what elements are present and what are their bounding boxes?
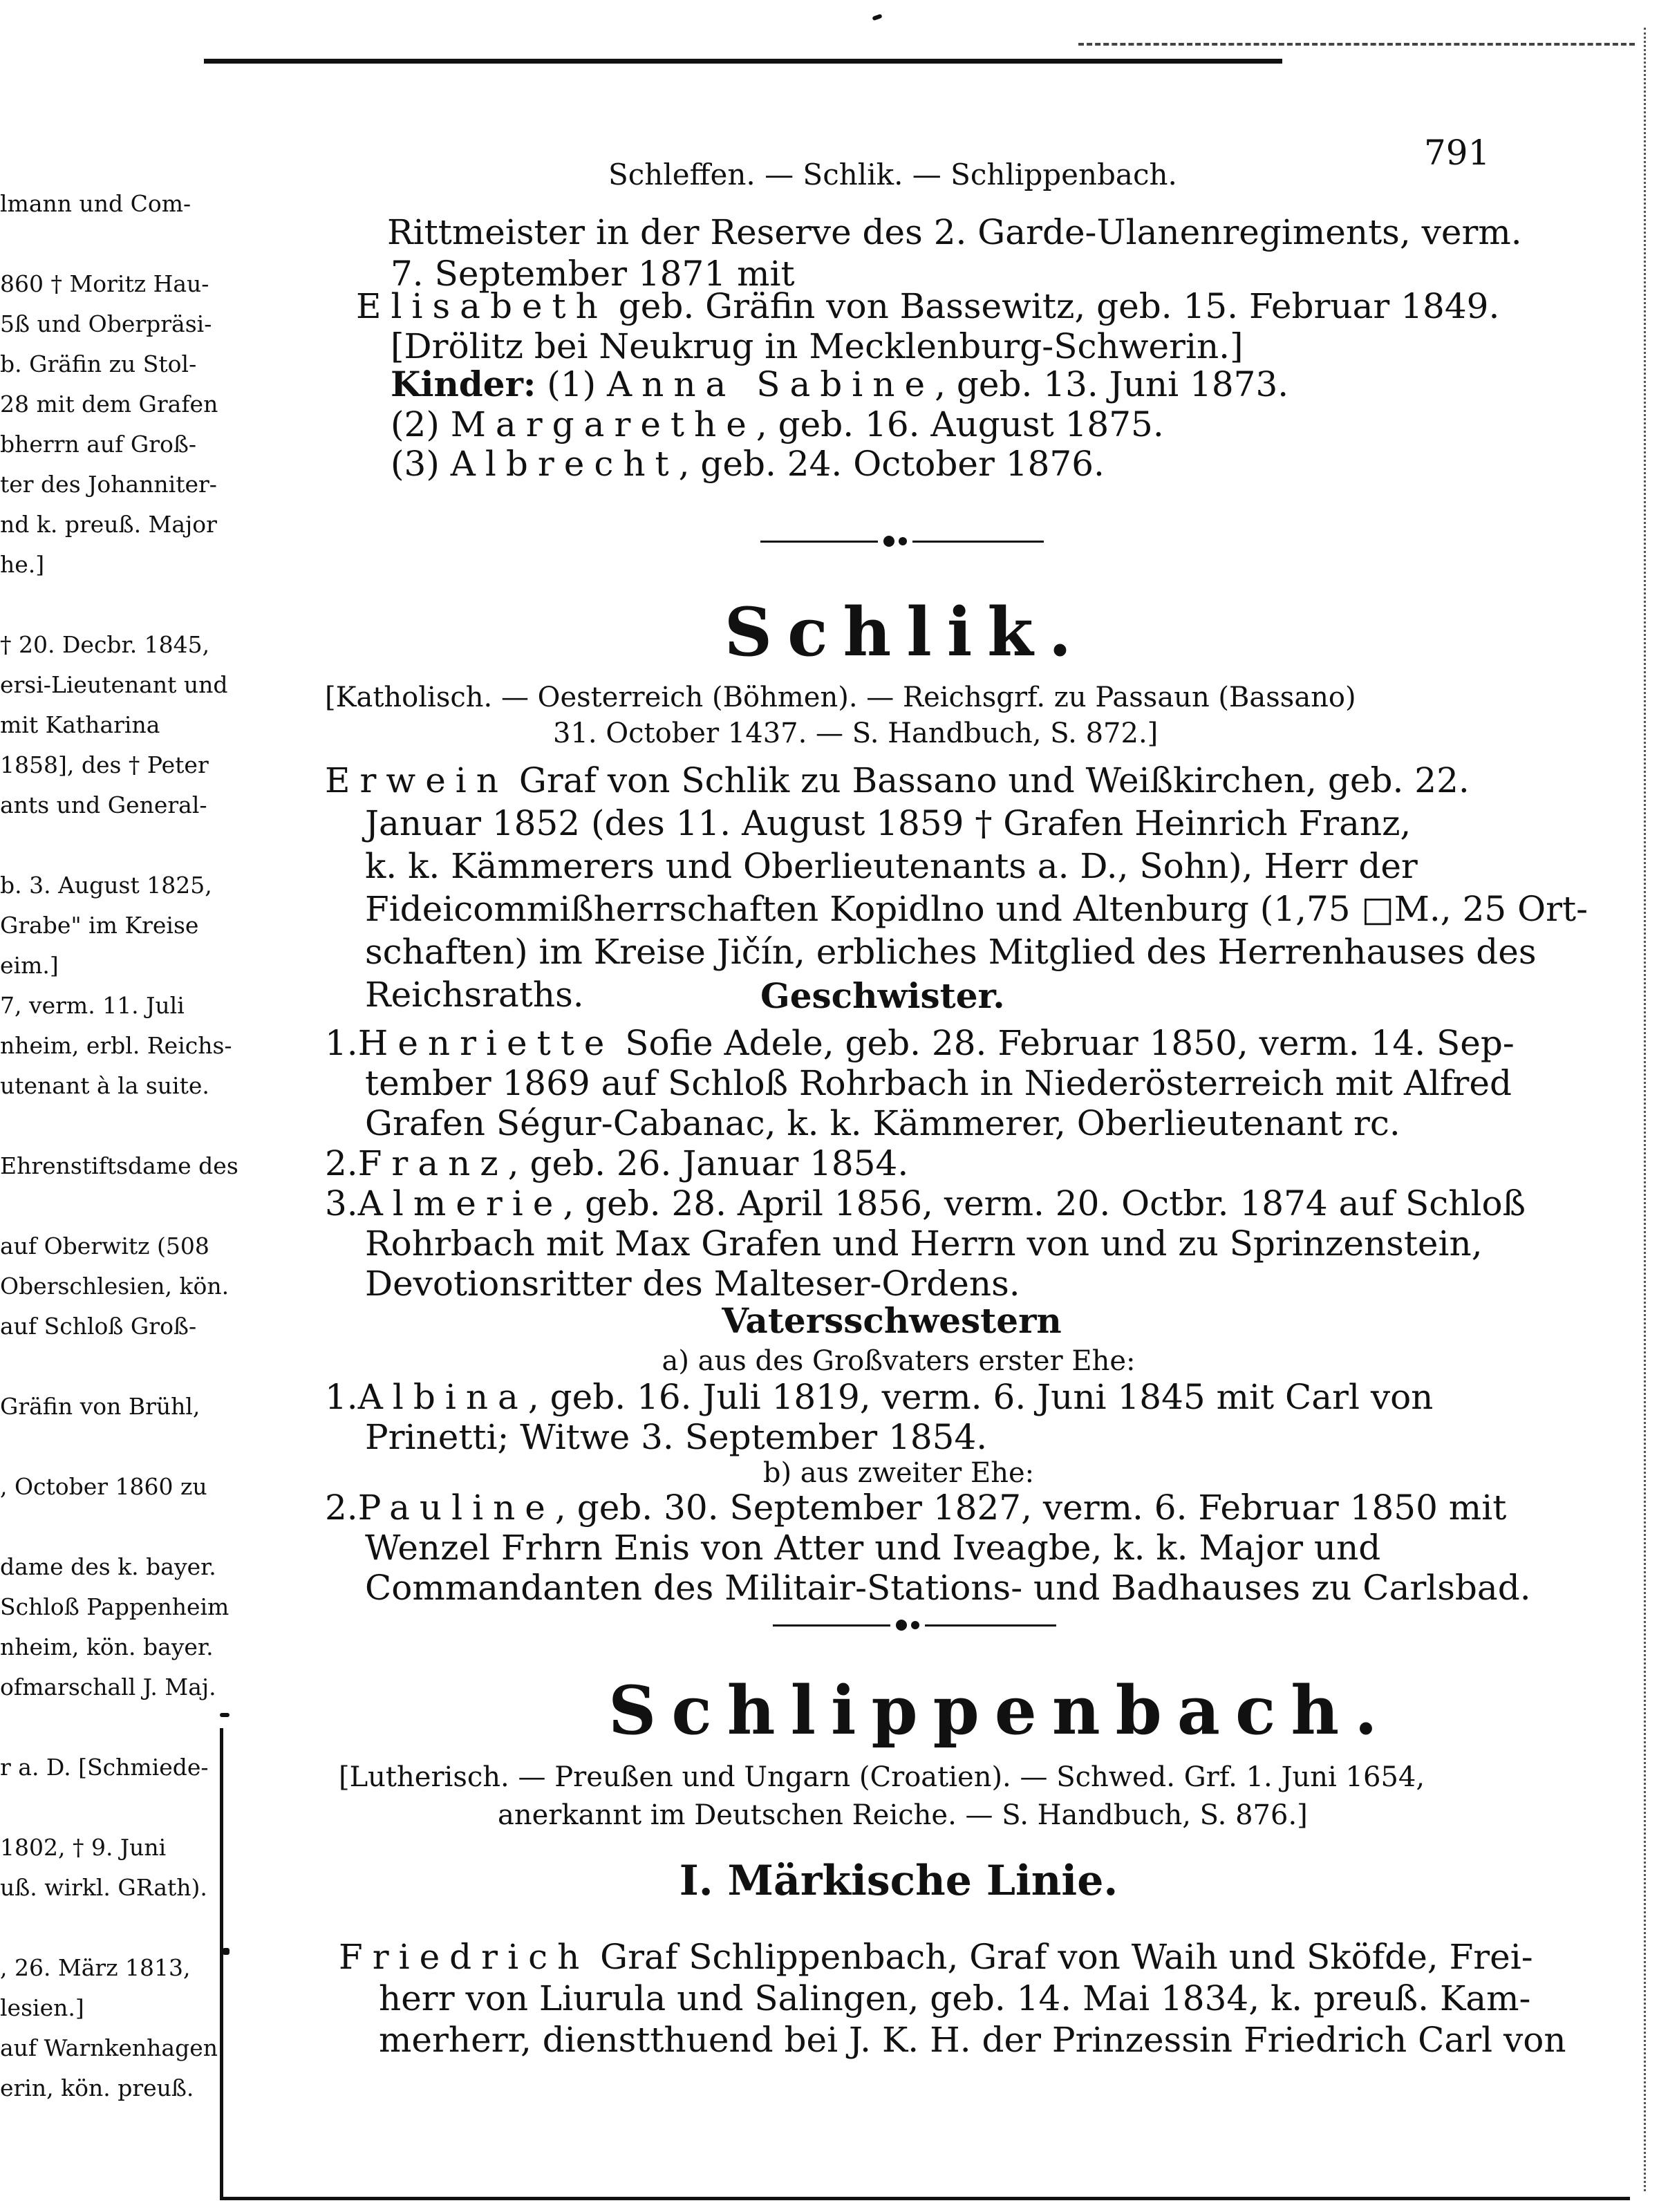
entry-line: merherr, dienstthuend bei J. K. H. der Prinzessin Friedrich Carl von [379, 2020, 1566, 2060]
scan-speck [872, 14, 882, 21]
sibling-entry: 3.Almerie, geb. 28. April 1856, verm. 20. Octbr. 1874 auf Schloß [325, 1183, 1526, 1224]
page-number: 791 [1424, 133, 1490, 173]
sibling-entry: 1.Henriette Sofie Adele, geb. 28. Februar 1850, verm. 14. Sep- [325, 1023, 1515, 1063]
entry-line: Rohrbach mit Max Grafen und Herrn von und zu Sprinzenstein, [365, 1224, 1483, 1264]
left-column-line: Ehrenstiftsdame des [0, 1152, 238, 1179]
person-name: Anna Sabine [607, 364, 935, 404]
left-column-line: 860 † Moritz Hau- [0, 270, 209, 297]
entry-line: Reichsraths. [365, 975, 584, 1015]
section-intro: [Lutherisch. — Preußen und Ungarn (Croatien). — Schwed. Grf. 1. Juni 1654, [339, 1761, 1425, 1793]
left-column-line: auf Schloß Groß- [0, 1313, 197, 1340]
left-column-line: nd k. preuß. Major [0, 511, 217, 538]
left-column-line: lmann und Com- [0, 190, 191, 217]
left-column-fragment [0, 187, 238, 2136]
sibling-entry: 2.Franz, geb. 26. Januar 1854. [325, 1143, 909, 1183]
scan-speck [220, 1713, 229, 1717]
left-column-line: uß. wirkl. GRath). [0, 1874, 207, 1901]
entry-line: schaften) im Kreise Jičín, erbliches Mitglied des Herrenhauses des [365, 932, 1537, 972]
left-column-line: Gräfin von Brühl, [0, 1393, 200, 1420]
running-header: Schleffen. — Schlik. — Schlippenbach. [608, 158, 1177, 191]
entry-head: Friedrich Graf Schlippenbach, Graf von Waih und Sköfde, Frei- [339, 1937, 1533, 1977]
aunt-entry: 2.Pauline, geb. 30. September 1827, verm. 6. Februar 1850 mit [325, 1488, 1507, 1528]
entry-line: Prinetti; Witwe 3. September 1854. [365, 1417, 988, 1457]
section-title-schlik: Schlik. [724, 593, 1087, 671]
left-column-line: , October 1860 zu [0, 1473, 207, 1500]
entry-head: Erwein Graf von Schlik zu Bassano und Weißkirchen, geb. 22. [325, 760, 1470, 800]
left-column-line: 28 mit dem Grafen [0, 391, 218, 418]
left-column-line: 5ß und Oberpräsi- [0, 310, 212, 337]
section-intro: [Katholisch. — Oesterreich (Böhmen). — Reichsgrf. zu Passaun (Bassano) [325, 682, 1356, 713]
section-intro: 31. October 1437. — S. Handbuch, S. 872.] [553, 718, 1159, 749]
section-title-schlippenbach: Schlippenbach. [608, 1671, 1393, 1750]
aunt-entry: 1.Albina, geb. 16. Juli 1819, verm. 6. Juni 1845 mit Carl von [325, 1377, 1434, 1417]
left-column-line: lesien.] [0, 1994, 84, 2021]
entry-line: Januar 1852 (des 11. August 1859 † Grafen Heinrich Franz, [365, 803, 1412, 843]
person-name: Almerie [357, 1183, 563, 1224]
left-column-line: 7, verm. 11. Juli [0, 992, 185, 1019]
section-ornament [773, 1618, 1056, 1634]
left-column-line: auf Oberwitz (508 [0, 1232, 209, 1259]
person-name: Friedrich [339, 1937, 590, 1977]
entry-line: Grafen Ségur-Cabanac, k. k. Kämmerer, Oberlieutenant rc. [365, 1103, 1400, 1143]
entry-line: tember 1869 auf Schloß Rohrbach in Niederösterreich mit Alfred [365, 1063, 1512, 1103]
entry-line: Commandanten des Militair-Stations- und Badhauses zu Carlsbad. [365, 1568, 1531, 1608]
subheading-line: I. Märkische Linie. [679, 1857, 1118, 1905]
left-column-line: nheim, kön. bayer. [0, 1633, 214, 1660]
person-name: Elisabeth [356, 286, 608, 326]
left-column-line: ofmarschall J. Maj. [0, 1674, 216, 1700]
entry-line: Devotionsritter des Malteser-Ordens. [365, 1264, 1020, 1304]
person-name: Pauline [357, 1488, 555, 1528]
scan-edge-right [1644, 28, 1646, 2191]
left-column-line: 1858], des † Peter [0, 751, 209, 778]
left-column-line: ersi-Lieutenant und [0, 671, 228, 698]
person-name: Margarethe [450, 404, 756, 444]
left-column-line: 1802, † 9. Juni [0, 1834, 167, 1861]
left-column-line: bherrn auf Groß- [0, 431, 197, 458]
entry-line: Rittmeister in der Reserve des 2. Garde-Ulanenregiments, verm. [387, 212, 1522, 252]
person-name: Erwein [325, 760, 508, 800]
scan-edge-bottom [220, 2197, 1630, 2200]
residence: [Drölitz bei Neukrug in Mecklenburg-Schwerin.] [391, 326, 1244, 366]
subheading-aunts-b: b) aus zweiter Ehe: [762, 1457, 1035, 1489]
scan-edge-top-dashed [1078, 43, 1635, 46]
left-column-line: utenant à la suite. [0, 1072, 209, 1099]
scan-edge-top [204, 59, 1282, 64]
left-column-line: b. Gräfin zu Stol- [0, 350, 197, 377]
left-column-line: r a. D. [Schmiede- [0, 1754, 209, 1781]
left-column-line: Oberschlesien, kön. [0, 1273, 229, 1300]
section-ornament [760, 534, 1044, 550]
subheading-aunts: Vatersschwestern [722, 1300, 1062, 1341]
left-column-line: eim.] [0, 952, 59, 979]
children-line: Kinder: (1) Anna Sabine, geb. 13. Juni 1873. [391, 364, 1289, 404]
person-name: Henriette [357, 1023, 615, 1063]
person-name: Albina [357, 1377, 528, 1417]
subheading-siblings: Geschwister. [760, 975, 1005, 1016]
left-column-line: Grabe" im Kreise [0, 912, 199, 939]
section-intro: anerkannt im Deutschen Reiche. — S. Handbuch, S. 876.] [498, 1799, 1308, 1831]
children-line: (2) Margarethe, geb. 16. August 1875. [391, 404, 1164, 444]
left-column-line: auf Warnkenhagen [0, 2034, 218, 2061]
left-column-line: Schloß Pappenheim [0, 1593, 229, 1620]
left-column-line: mit Katharina [0, 711, 160, 738]
left-column-line: b. 3. August 1825, [0, 872, 212, 899]
left-column-line: , 26. März 1813, [0, 1954, 191, 1981]
left-column-line: nheim, erbl. Reichs- [0, 1032, 232, 1059]
entry-line: 7. September 1871 mit [391, 254, 795, 294]
left-column-line: † 20. Decbr. 1845, [0, 631, 210, 658]
scan-speck [223, 1948, 229, 1955]
left-column-line: ter des Johanniter- [0, 471, 217, 498]
person-name: Franz [357, 1143, 508, 1183]
entry-line: k. k. Kämmerers und Oberlieutenants a. D., Sohn), Herr der [365, 846, 1418, 886]
children-line: (3) Albrecht, geb. 24. October 1876. [391, 444, 1105, 484]
left-column-line: ants und General- [0, 791, 207, 818]
person-name: Albrecht [450, 444, 679, 484]
scan-edge-left [220, 1728, 223, 2198]
subheading-aunts-a: a) aus des Großvaters erster Ehe: [662, 1345, 1136, 1377]
entry-line: Elisabeth geb. Gräfin von Bassewitz, geb. 15. Februar 1849. [356, 286, 1500, 326]
left-column-line: erin, kön. preuß. [0, 2074, 194, 2101]
left-column-line: dame des k. bayer. [0, 1553, 216, 1580]
entry-line: Wenzel Frhrn Enis von Atter und Iveagbe, k. k. Major und [365, 1528, 1381, 1568]
entry-line: Fideicommißherrschaften Kopidlno und Altenburg (1,75 □M., 25 Ort- [365, 889, 1588, 929]
left-column-line: he.] [0, 551, 45, 578]
entry-line: herr von Liurula und Salingen, geb. 14. Mai 1834, k. preuß. Kam- [379, 1978, 1531, 2018]
